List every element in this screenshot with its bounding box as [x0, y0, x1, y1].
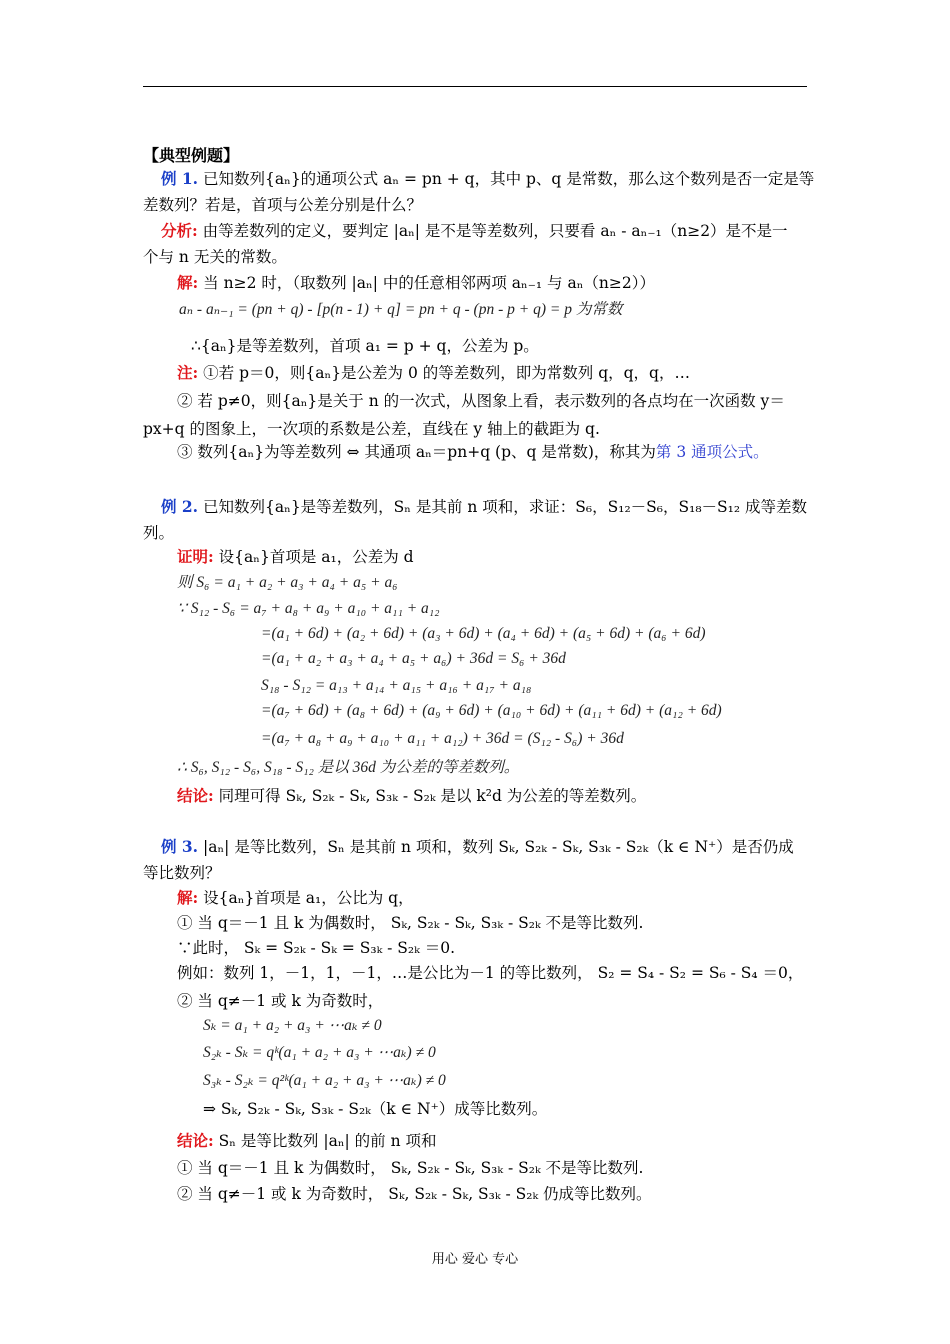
solution-text-1: 当 n≥2 时，（取数列 |aₙ| 中的任意相邻两项 aₙ₋₁ 与 aₙ（n≥2））: [203, 274, 656, 292]
proof-step-5: =(a₁ + a₂ + a₃ + a₄ + a₅ + a₆) + 36d = S₆ + 36d: [261, 650, 566, 667]
analysis-text-1: 由等差数列的定义，要判定 |aₙ| 是不是等差数列，只要看 aₙ - aₙ₋₁（n≥2）是不是一: [202, 222, 788, 240]
ex3-formula-1: Sₖ = a₁ + a₂ + a₃ + ⋯aₖ ≠ 0: [203, 1017, 382, 1034]
proof-conclusion: ∴ S₆, S₁₂ - S₆, S₁₈ - S₁₂ 是以 36d 为公差的等差数列。: [177, 759, 520, 776]
note-label: 注:: [177, 363, 199, 382]
solution-label: 解:: [177, 273, 199, 292]
proof-step-8: =(a₇ + a₈ + a₉ + a₁₀ + a₁₁ + a₁₂) + 36d = (S₁₂ - S₆) + 36d: [261, 730, 624, 747]
ex2-conclusion-line: [177, 785, 646, 807]
note-text-1: ①若 p＝0，则{aₙ}是公差为 0 的等差数列，即为常数列 q，q，q，…: [203, 364, 690, 382]
proof-text-1: 设{aₙ}首项是 a₁，公差为 d: [218, 548, 414, 566]
analysis-label: 分析:: [161, 221, 198, 240]
ex3-line-1: [161, 836, 794, 858]
conclusion-text: 同理可得 Sₖ, S₂ₖ - Sₖ, S₃ₖ - S₂ₖ 是以 k²d 为公差的等差数列。: [218, 787, 647, 805]
ex3-formula-2: S₂ₖ - Sₖ = qᵏ(a₁ + a₂ + a₃ + ⋯aₖ) ≠ 0: [203, 1044, 436, 1061]
ex3-label: 例 3.: [161, 837, 199, 856]
ex3-conclusion-text-3: ② 当 q≠－1 或 k 为奇数时， Sₖ, S₂ₖ - Sₖ, S₃ₖ - S₂ₖ 仍成等比数列。: [177, 1185, 652, 1203]
proof-label: 证明:: [177, 547, 214, 566]
ex2-text-1: 已知数列{aₙ}是等差数列，Sₙ 是其前 n 项和，求证：S₆，S₁₂－S₆，S₁₈－S₁₂ 成等差数: [203, 498, 808, 516]
ex2-line-1: [161, 496, 807, 518]
ex1-solution-line-1: [177, 272, 655, 294]
ex1-label: 例 1.: [161, 169, 199, 188]
ex3-solution-text-2: ① 当 q＝－1 且 k 为偶数时， Sₖ, S₂ₖ - Sₖ, S₃ₖ - S₂ₖ 不是等比数列.: [177, 914, 644, 932]
header-rule: [143, 86, 807, 87]
note-text-4: ③ 数列{aₙ}为等差数列 ⇔ 其通项 aₙ＝pn+q (p、q 是常数)，称其为: [177, 443, 656, 461]
proof-step-3: ∵ S₁₂ - S₆ = a₇ + a₈ + a₉ + a₁₀ + a₁₁ + a₁₂: [177, 600, 440, 617]
conclusion-label: 结论:: [177, 786, 214, 805]
ex1-line-1: [161, 168, 814, 190]
ex2-label: 例 2.: [161, 497, 199, 516]
ex3-solution-text-4: 例如：数列 1，－1，1，－1，…是公比为－1 的等比数列， S₂ = S₄ - S₂ = S₆ - S₄ ＝0，: [177, 964, 804, 982]
ex3-formula-3: S₃ₖ - S₂ₖ = q²ᵏ(a₁ + a₂ + a₃ + ⋯aₖ) ≠ 0: [203, 1072, 446, 1089]
ex3-solution-text-3: ∵此时， Sₖ = S₂ₖ - Sₖ = S₃ₖ - S₂ₖ ＝0.: [177, 939, 456, 957]
page-footer: 用心 爱心 专心: [431, 1252, 519, 1267]
proof-step-6: S₁₈ - S₁₂ = a₁₃ + a₁₄ + a₁₅ + a₁₆ + a₁₇ + a₁₈: [261, 677, 532, 694]
ex3-solution-label: 解:: [177, 888, 199, 907]
proof-step-2: 则 S₆ = a₁ + a₂ + a₃ + a₄ + a₅ + a₆: [177, 574, 398, 591]
ex3-solution-text-1: 设{aₙ}首项是 a₁，公比为 q，: [203, 889, 414, 907]
ex3-conclusion-label: 结论:: [177, 1131, 214, 1150]
section-heading: 【典型例题】: [143, 146, 240, 165]
note-text-2: ② 若 p≠0，则{aₙ}是关于 n 的一次式，从图象上看，表示数列的各点均在一次函数 y＝: [177, 392, 785, 410]
solution-formula: aₙ - aₙ₋₁ = (pn + q) - [p(n - 1) + q] = pn + q - (pn - p + q) = p 为常数: [179, 301, 623, 318]
ex1-analysis-line-1: [161, 220, 788, 242]
ex1-note-line-1: [177, 362, 690, 384]
ex3-conclusion-text-1: Sₙ 是等比数列 |aₙ| 的前 n 项和: [218, 1132, 437, 1150]
ex3-conclusion-line-1: [177, 1130, 437, 1152]
note-text-3: px+q 的图象上，一次项的系数是公差，直线在 y 轴上的截距为 q.: [143, 420, 600, 438]
ex1-text-1: 已知数列{aₙ}的通项公式 aₙ = pn + q，其中 p、q 是常数，那么这个数列是否一定是等: [203, 170, 815, 188]
proof-step-4: =(a₁ + 6d) + (a₂ + 6d) + (a₃ + 6d) + (a₄ + 6d) + (a₅ + 6d) + (a₆ + 6d): [261, 625, 706, 642]
ex3-formula-4: ⇒ Sₖ, S₂ₖ - Sₖ, S₃ₖ - S₂ₖ（k ∈ N⁺）成等比数列。: [203, 1100, 548, 1118]
proof-step-7: =(a₇ + 6d) + (a₈ + 6d) + (a₉ + 6d) + (a₁₀ + 6d) + (a₁₁ + 6d) + (a₁₂ + 6d): [261, 702, 722, 719]
ex3-text-1: |aₙ| 是等比数列，Sₙ 是其前 n 项和，数列 Sₖ, S₂ₖ - Sₖ, S₃ₖ - S₂ₖ（k ∈ N⁺）是否仍成: [203, 838, 794, 856]
ex1-text-2: 差数列？若是，首项与公差分别是什么？: [143, 196, 423, 214]
third-formula-link[interactable]: 第 3 通项公式。: [655, 443, 769, 461]
ex2-text-2: 列。: [143, 524, 175, 542]
ex3-conclusion-text-2: ① 当 q＝－1 且 k 为偶数时， Sₖ, S₂ₖ - Sₖ, S₃ₖ - S₂ₖ 不是等比数列.: [177, 1159, 644, 1177]
ex3-solution-text-5: ② 当 q≠－1 或 k 为奇数时，: [177, 992, 384, 1010]
note-line-4: [177, 441, 769, 463]
solution-conclusion: ∴{aₙ}是等差数列，首项 a₁ = p + q，公差为 p。: [191, 337, 539, 355]
ex3-solution-line-1: [177, 887, 414, 909]
analysis-text-2: 个与 n 无关的常数。: [143, 248, 287, 266]
ex3-text-2: 等比数列？: [143, 864, 221, 882]
ex2-proof-line-1: [177, 546, 414, 568]
